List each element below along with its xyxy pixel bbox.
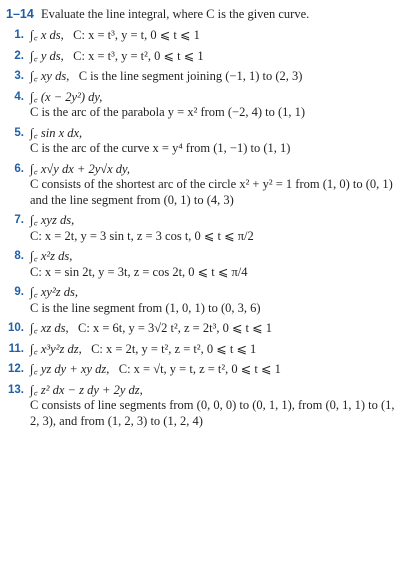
line-integral: ∫꜀ sin x dx,: [30, 125, 83, 140]
problem-number: 12.: [8, 363, 24, 375]
curve-description: C is the arc of the parabola y = x² from (−2, 4) to (1, 1): [30, 105, 306, 119]
line-integral: ∫꜀ xz ds,: [30, 321, 69, 335]
curve-definition: C: x = t³, y = t, 0 ⩽ t ⩽ 1: [73, 28, 200, 42]
curve-description: C consists of the shortest arc of the circle x² + y² = 1 from (1, 0) to (0, 1) and the line segment from (0, 1) to (4, 3): [30, 177, 393, 207]
curve-description: C consists of line segments from (0, 0, 0) to (0, 1, 1), from (0, 1, 1) to (1, 2, 3), and from (1, 2, 3) to (1, 2, 4): [30, 398, 395, 428]
curve-definition: C is the line segment joining (−1, 1) to (2, 3): [78, 69, 303, 83]
problem-2: [6, 49, 396, 65]
line-integral: ∫꜀ z² dx − z dy + 2y dz,: [30, 382, 143, 397]
curve-description: C: x = 2t, y = 3 sin t, z = 3 cos t, 0 ⩽ t ⩽ π/2: [30, 228, 254, 243]
curve-definition: C: x = 2t, y = t², z = t², 0 ⩽ t ⩽ 1: [91, 341, 257, 356]
curve-description: C is the line segment from (1, 0, 1) to (0, 3, 6): [30, 300, 261, 315]
line-integral: ∫꜀ x ds,: [30, 28, 64, 42]
problem-11: [6, 342, 396, 358]
line-integral: ∫꜀ xy²z ds,: [30, 285, 78, 299]
line-integral: ∫꜀ xy ds,: [30, 69, 70, 83]
problem-8: [6, 249, 396, 280]
problem-number: 8.: [14, 250, 24, 262]
problem-number: 4.: [14, 90, 24, 103]
problem-5: [6, 126, 396, 157]
curve-definition: C: x = t³, y = t², 0 ⩽ t ⩽ 1: [73, 48, 204, 63]
problem-number: 1.: [14, 29, 24, 41]
line-integral: ∫꜀ x²z ds,: [30, 249, 73, 263]
problem-6: [6, 162, 396, 209]
problem-number: 3.: [14, 70, 24, 82]
problem-number: 9.: [14, 286, 24, 298]
problem-number: 13.: [8, 383, 24, 396]
exercise-instructions: Evaluate the line integral, where C is the given curve.: [40, 7, 310, 21]
line-integral: ∫꜀ x³y²z dz,: [30, 341, 82, 356]
problem-number: 7.: [14, 214, 24, 226]
problem-number: 11.: [8, 342, 24, 355]
problem-1: [6, 28, 396, 44]
problem-13: [6, 383, 396, 430]
problem-10: [6, 321, 396, 337]
problem-number: 5.: [14, 126, 24, 139]
problem-4: [6, 90, 396, 121]
problem-3: [6, 69, 396, 85]
problem-12: [6, 362, 396, 378]
curve-description: C is the arc of the curve x = y⁴ from (1, −1) to (1, 1): [30, 141, 291, 155]
line-integral: ∫꜀ yz dy + xy dz,: [30, 362, 110, 376]
curve-definition: C: x = 6t, y = 3√2 t², z = 2t³, 0 ⩽ t ⩽ 1: [78, 321, 272, 335]
problem-number: 10.: [8, 322, 24, 334]
problem-9: [6, 285, 396, 316]
line-integral: ∫꜀ xyz ds,: [30, 213, 75, 227]
line-integral: ∫꜀ x√y dx + 2y√x dy,: [30, 161, 131, 176]
problem-number: 2.: [14, 49, 24, 62]
problem-7: [6, 213, 396, 244]
problem-number: 6.: [14, 162, 24, 175]
curve-definition: C: x = √t, y = t, z = t², 0 ⩽ t ⩽ 1: [118, 362, 281, 376]
exercise-header: [6, 6, 396, 22]
line-integral: ∫꜀ (x − 2y²) dy,: [30, 89, 103, 104]
exercise-range: 1–14: [6, 7, 34, 21]
line-integral: ∫꜀ y ds,: [30, 48, 64, 63]
curve-description: C: x = sin 2t, y = 3t, z = cos 2t, 0 ⩽ t ⩽ π/4: [30, 264, 248, 279]
